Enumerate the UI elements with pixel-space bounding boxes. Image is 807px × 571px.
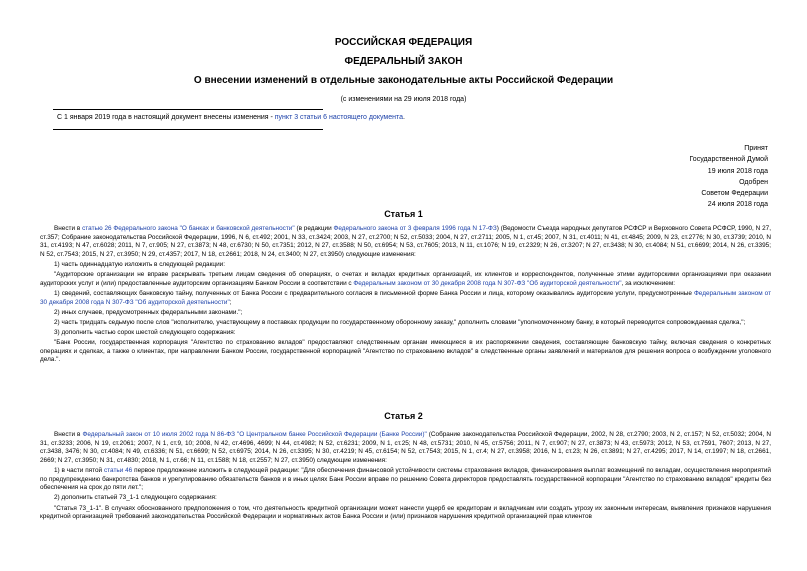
article-1-item: 2) иных случаев, предусмотренных федеральными законами."; <box>54 308 243 316</box>
accepted-line: Советом Федерации <box>701 190 768 198</box>
text: (в редакции <box>294 225 334 232</box>
text: Внести в <box>54 431 83 438</box>
accepted-line: Одобрен <box>739 178 768 186</box>
amendment-note-text: С 1 января 2019 года в настоящий документ внесены изменения - <box>57 114 275 121</box>
law-link[interactable]: Федерального закона от 3 февраля 1996 года N 17-ФЗ <box>333 225 497 232</box>
article-1-item: 2) часть тридцать седьмую после слов "исполнителю, участвующему в поставках продукции по государственному оборонному заказу," дополнить словами "уполномоченному банку, в который переводится сопровождаемая сделка,"; <box>54 318 746 326</box>
accepted-line: 24 июля 2018 года <box>707 201 768 209</box>
text: 1) в части пятой <box>54 466 104 474</box>
text: (Собрание законодательства Российской Федерации, 2002, N 28, ст.2790; 2003, N 2, ст.157; N 52, ст.5032; 2004, N 31, ст.3233; 2006, N 19, ст.2061; 2007, N 1, ст.9, 10; 2008, N 42, ст.4696, 4699; N 44, ст.4982; N 52, ст.6231; 2009, N 1, ст.25; N 48, ст.5731; 2010, N 45, ст.5756; 2011, N 7, ст.907; N 27, ст.3873; N 43, ст.5973; 2012, N 53, ст.7591, 7607; 2013, N 27, ст.3438, 3476; N 30, ст.4084; N 49, ст.6336; N 51, ст.6699; N 52, ст.6975; 2014, N 26, ст.3395; N 30, ст.4219; N 45, ст.6154; N 52, ст.7543; 2015, N 1, ст.4; N 27, ст.3958; 2016, N 1, ст.23; N 26, ст.3891; N 27, ст.4295; 2017, N 14, ст.1997; N 18, ст.2661, 2669; N 27, ст.3950; N 31, ст.4830; 2018, N 1, ст.66; N 11, ст.1588; N 18, ст.2557; N 27, ст.3950) следующие изменения: <box>40 431 771 464</box>
article-2-heading: Статья 2 <box>384 411 423 421</box>
text: "Аудиторские организации не вправе раскрывать третьим лицам сведения об операциях, о счетах и вкладах кредитных организаций, их клиентов и корреспондентов, полученные этими аудиторскими организациями при оказании аудиторских услуг и (или) предоставленные аудиторским организациям Банком России в соответствии с <box>40 271 771 287</box>
note-bottom-rule <box>53 129 323 130</box>
article-2-item: 2) дополнить статьей 73_1-1 следующего содержания: <box>54 494 217 502</box>
article-1-item <box>40 290 771 307</box>
article-1-item: "Банк России, государственная корпорация "Агентство по страхованию вкладов" предоставляют следственным органам имеющиеся в их распоряжении сведения, составляющие банковскую тайну, включая сведения о конкретных операциях и сделках, а также о клиентах, при направлении Банком России, государственной корпорацией "Агентство по страхованию вкладов" в следственные органы заявлений и материалов для решения вопроса о возбуждении уголовного дела.". <box>40 339 771 364</box>
text: ) (Ведомости Съезда народных депутатов РСФСР и Верховного Совета РСФСР, 1990, N 27, ст.357; Собрание законодательства Российской Федерации, 1996, N 6, ст.492; 2001, N 33, ст.3424; 2003, N 27, ст.2700; N 52, ст.5033; 2004, N 27, ст.2711; 2005, N 1, ст.45; 2007, N 31, ст.4011; N 41, ст.4845; 2009, N 23, ст.2776; N 30, ст.3739; 2010, N 31, ст.4193; N 47, ст.6028; 2011, N 7, ст.905; N 27, ст.3873; N 48, ст.6730; N 50, ст.7351; 2012, N 27, ст.3588; N 50, ст.6954; N 53, ст.7605; 2013, N 11, ст.1076; N 19, ст.2329; N 26, ст.3207; N 27, ст.3438; N 30, ст.4084; N 51, ст.6699; 2014, N 26, ст.3395; N 52, ст.7543; 2015, N 27, ст.3950; N 29, ст.4357; 2017, N 18, ст.2661; 2018, N 24, ст.3400; N 27, ст.3950) следующие изменения: <box>40 225 772 258</box>
article-2-item <box>40 467 771 493</box>
amendment-note-end: . <box>402 114 405 121</box>
article-1-item: 3) дополнить частью сорок шестой следующего содержания: <box>54 329 236 337</box>
article-1-item <box>40 271 771 288</box>
text: 1) сведений, составляющих банковскую тайну, полученных от Банка России с предварительного согласия в письменной форме Банка России и лица, которому оказывались аудиторские услуги, предусмотренные <box>54 289 694 297</box>
law-link[interactable]: Федеральным законом от 30 декабря 2008 года N 307-ФЗ "Об аудиторской деятельности" <box>40 289 771 306</box>
doc-title-type: ФЕДЕРАЛЬНЫЙ ЗАКОН <box>344 56 463 67</box>
acceptance-block <box>640 143 768 211</box>
law-link[interactable]: статью 26 Федерального закона "О банках и банковской деятельности" <box>82 225 295 232</box>
text: , за исключением: <box>621 279 675 287</box>
doc-title-country: РОССИЙСКАЯ ФЕДЕРАЦИЯ <box>334 37 473 48</box>
article-1-item: 1) часть одиннадцатую изложить в следующей редакции: <box>54 260 225 268</box>
text: ; <box>229 298 232 306</box>
law-link[interactable]: Федеральным законом от 30 декабря 2008 года N 307-ФЗ "Об аудиторской деятельности" <box>353 279 622 287</box>
article-2-intro <box>40 431 771 465</box>
article-1-intro <box>40 225 771 259</box>
law-link[interactable]: Федеральный закон от 10 июля 2002 года N 86-ФЗ "О Центральном банке Российской Федерации (Банке России)" <box>82 431 427 438</box>
law-link[interactable]: статьи 46 <box>103 466 133 474</box>
doc-title-subject: О внесении изменений в отдельные законодательные акты Российской Федерации <box>193 75 614 86</box>
amendment-note-link[interactable]: пункт 3 статьи 6 настоящего документа <box>274 114 403 121</box>
accepted-line: 19 июля 2018 года <box>707 167 768 175</box>
article-2-body <box>40 431 771 523</box>
article-2-item: "Статья 73_1-1". В случаях обоснованного предположения о том, что деятельность кредитной организации может нанести ущерб ее кредиторам и вкладчикам или создать угрозу их законным интересам, выявления признаков нарушения кредитной организацией требований законодательства Российской Федерации и нормативных актов Банка России и (или) признаков нарушения кредитной организацией прав клиентов <box>40 504 771 521</box>
article-1-body <box>40 225 771 367</box>
text: первое предложение изложить в следующей редакции: "Для обеспечения финансовой устойчивости системы страхования вкладов, финансирования выплат возмещений по вкладам, осуществления мероприятий по предупреждению банкротства банков и урегулированию обязательств банков и в иных целях Банк России вправе по решению Совета директоров предоставлять государственной корпорации "Агентство по страхованию вкладов" кредиты без обеспечения на срок до пяти лет."; <box>40 466 772 492</box>
note-top-rule <box>53 109 323 110</box>
accepted-line: Государственной Думой <box>689 156 768 164</box>
text: Внести в <box>54 225 83 232</box>
accepted-line: Принят <box>744 145 768 152</box>
amendment-note <box>57 114 405 121</box>
article-1-heading: Статья 1 <box>384 209 423 219</box>
doc-amended-date: (с изменениями на 29 июля 2018 года) <box>340 96 467 103</box>
